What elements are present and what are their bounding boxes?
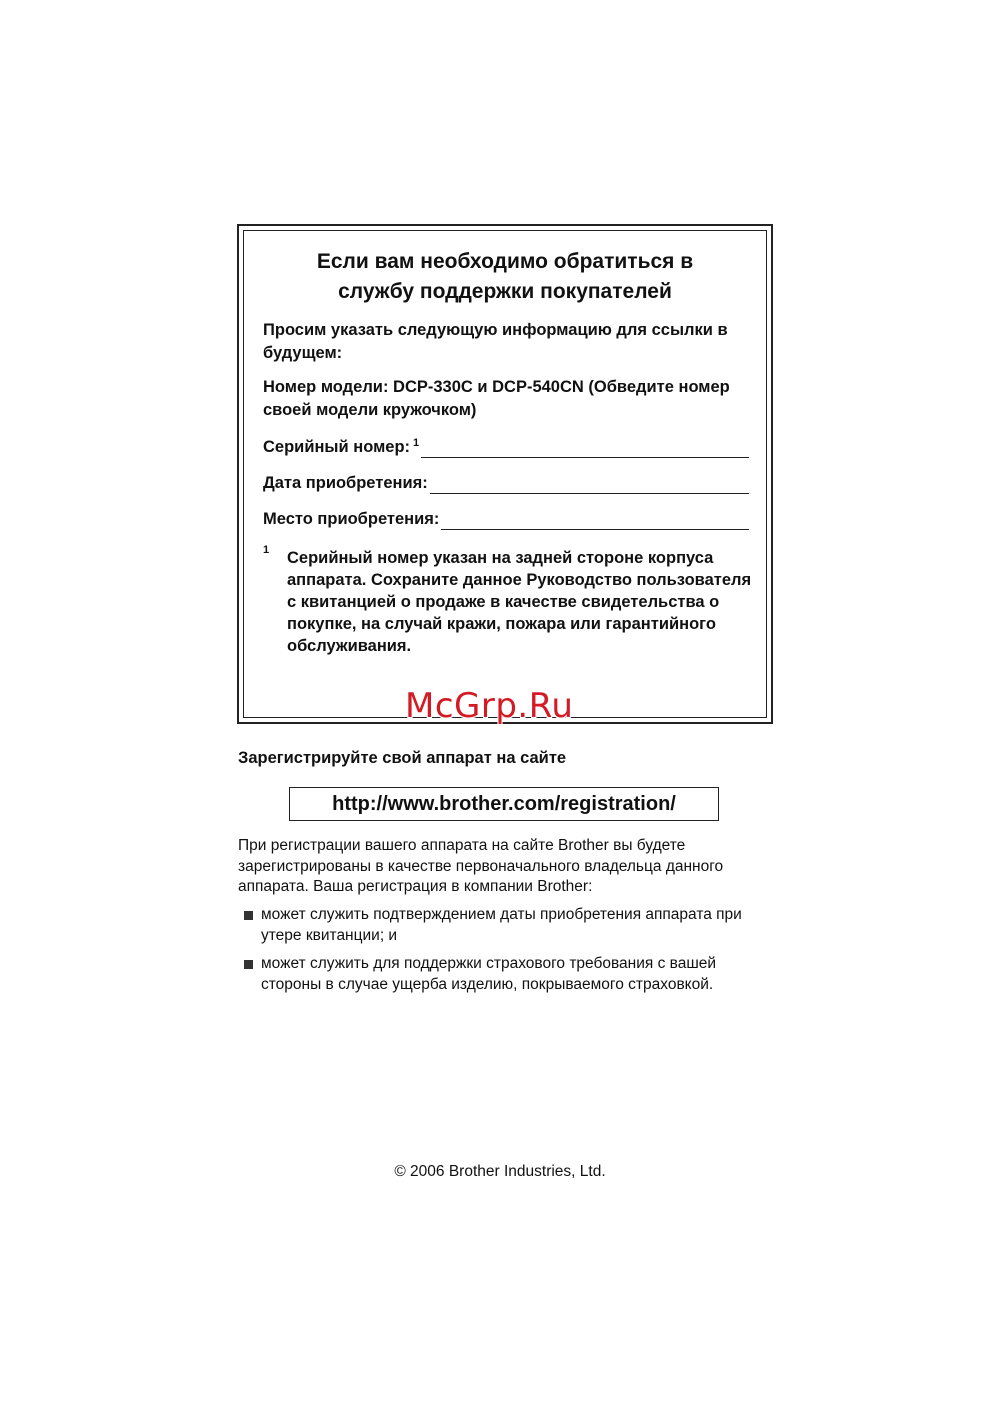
registration-body: При регистрации вашего аппарата на сайте Brother вы будете зарегистрированы в качестве первоначального владельца данного аппарата. Ваша регистрация в компании Brother: [238,837,724,895]
purchase-date-label: Дата приобретения: [263,474,428,492]
purchase-date-blank-line [430,473,749,494]
customer-service-title [244,247,766,307]
purchase-date-field [263,472,749,494]
title-line-2: службу поддержки покупателей [338,280,672,303]
serial-number-blank-line [421,437,749,458]
watermark: McGrp.Ru [405,686,574,726]
serial-number-field [263,436,749,458]
bullet-square-icon [244,911,253,920]
purchase-place-field [263,508,749,530]
purchase-place-label: Место приобретения: [263,510,440,528]
footnote-text: Серийный номер указан на задней стороне корпуса аппарата. Сохраните данное Руководство пользователя с квитанцией о продаже в качестве свидетельства о покупке, на случай кражи, пожара или гарантийного обслуживания. [287,549,752,655]
bullet-text: может служить для поддержки страхового требования с вашей стороны в случае ущерба изделию, покрываемого страховкой. [261,955,717,993]
footnote-mark: 1 [263,544,270,556]
bullet-text: может служить подтверждением даты приобретения аппарата при утере квитанции; и [261,906,742,944]
intro-text: Просим указать следующую информацию для ссылки в будущем: [263,321,728,362]
title-line-1: Если вам необходимо обратиться в [316,250,694,273]
copyright-text: © 2006 Brother Industries, Ltd. [394,1163,606,1180]
serial-footnote-ref: 1 [413,437,420,449]
customer-service-box [237,224,773,724]
registration-url[interactable]: http://www.brother.com/registration/ [289,787,719,821]
model-number-text: Номер модели: DCP-330C и DCP-540CN (Обведите номер своей модели кружочком) [263,378,730,419]
bullet-square-icon [244,960,253,969]
customer-service-inner-frame [243,230,767,718]
registration-heading: Зарегистрируйте свой аппарат на сайте [238,749,567,767]
purchase-place-blank-line [441,509,749,530]
serial-number-label: Серийный номер: [263,438,411,456]
